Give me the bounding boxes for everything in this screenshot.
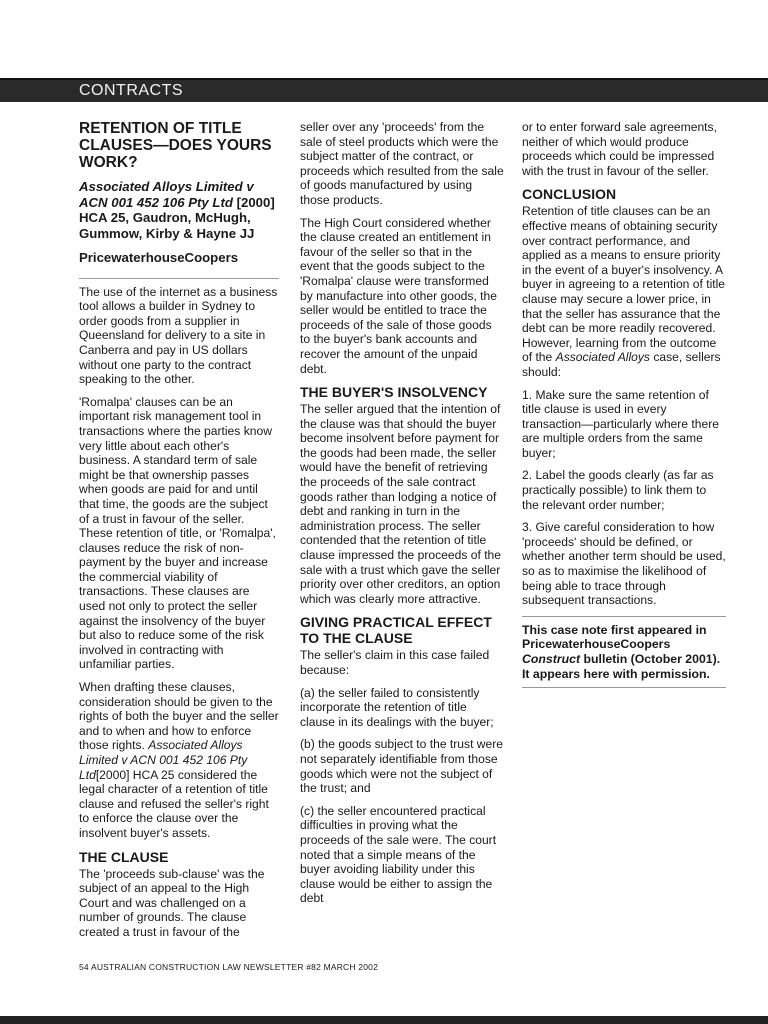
case-name-inline: Associated Alloys Limited v ACN 001 452 106 Pty Ltd [79, 738, 248, 782]
list-item: (b) the goods subject to the trust were not separately identifiable from those goods which were not the subject of the trust; and [300, 737, 504, 796]
column-1 [79, 120, 279, 948]
article-title: RETENTION OF TITLE CLAUSES—DOES YOURS WORK? [79, 120, 272, 171]
bottom-edge [0, 1016, 768, 1024]
case-reference: [2000] HCA 25, Gaudron, McHugh, Gummow, Kirby & Hayne JJ [79, 194, 275, 241]
paragraph: The 'proceeds sub-clause' was the subject of an appeal to the High Court and was challenged on a number of grounds. The clause created a trust in favour of the [79, 866, 265, 939]
paragraph: The High Court considered whether the clause created an entitlement in favour of the seller so that in the event that the goods subject to the 'Romalpa' clause were transformed by manufacture into other goods, the seller would be entitled to trace the proceeds of the sale of those goods to the buyer's bank accounts and recover the amount of the unpaid debt. [300, 215, 497, 376]
list-item: (a) the seller failed to consistently incorporate the retention of title clause in its dealings with the buyer; [300, 685, 494, 729]
paragraph: The seller's claim in this case failed because: [300, 648, 490, 677]
heading-conclusion: CONCLUSION [522, 186, 617, 203]
divider [79, 278, 279, 279]
bulletin-name: Construct [522, 652, 581, 666]
column-2 [300, 120, 504, 914]
page-footer: 54 AUSTRALIAN CONSTRUCTION LAW NEWSLETTER #82 MARCH 2002 [79, 962, 379, 972]
paragraph: When drafting these clauses, consideration should be given to the rights of both the buyer and the seller and to when and how to enforce those rights. Associated Alloys Limited v ACN 001 452 106 Pty Ltd[2000] HCA 25 considered the legal character of a retention of title clause and refused the seller's right to enforce the clause over the insolvent buyer's assets. [79, 680, 279, 840]
top-margin [0, 0, 768, 76]
section-title: CONTRACTS [79, 82, 184, 99]
list-item: (c) the seller encountered practical difficulties in proving what the proceeds of the sale were. The court noted that a simple means of the buyer avoiding liability under this clause would be either to assign the debt [300, 803, 497, 906]
paragraph: seller over any 'proceeds' from the sale of steel products which were the subject matter of the contract, or proceeds which resulted from the sale of goods manufactured by using those products. [300, 120, 504, 207]
heading-practical-effect: GIVING PRACTICAL EFFECT TO THE CLAUSE [300, 614, 492, 647]
paragraph: Retention of title clauses can be an effective means of obtaining security over contract performance, and applied as a means to ensure priority in the event of a buyer's insolvency. A buyer in agreeing to a retention of title clause may secure a lower price, in that the seller has assurance that the debt can be more readily recovered. However, learning from the outcome of the Associated Alloys case, sellers should: [522, 204, 726, 379]
author-firm: PricewaterhouseCoopers [79, 250, 239, 265]
divider [522, 687, 726, 688]
heading-the-clause: THE CLAUSE [79, 848, 169, 865]
paragraph: or to enter forward sale agreements, neither of which would produce proceeds which could be impressed with the trust in favour of the seller. [522, 120, 717, 178]
heading-buyers-insolvency: THE BUYER'S INSOLVENCY [300, 384, 488, 401]
paragraph: The use of the internet as a business tool allows a builder in Sydney to order goods from a supplier in Queensland for delivery to a site in Canberra and pay in US dollars without one party to the contract speaking to the other. [79, 284, 278, 387]
case-name: Associated Alloys Limited v ACN 001 452 106 Pty Ltd [79, 179, 254, 210]
list-item: 1. Make sure the same retention of title clause is used in every transaction—particularly where there are multiple orders from the same buyer; [522, 387, 719, 460]
paragraph: The seller argued that the intention of the clause was that should the buyer become insolvent before payment for the goods had been made, the seller would have the benefit of retrieving the proceeds of the sale contract goods rather than lodging a notice of debt and ranking in turn in the administration process. The seller contended that the retention of title clause impressed the proceeds of the sale with a trust which gave the seller priority over other creditors, an option which was clearly more attractive. [300, 402, 502, 606]
source-note: This case note first appeared in PricewaterhouseCoopers Construct bulletin (October 2001). It appears here with permission. [522, 622, 721, 681]
case-name-inline: Associated Alloys [555, 350, 650, 365]
section-header [0, 78, 768, 102]
column-3 [522, 120, 726, 694]
list-item: 3. Give careful consideration to how 'proceeds' should be defined, or whether another term should be used, so as to maximise the likelihood of being able to trace through subsequent transactions. [522, 520, 726, 608]
list-item: 2. Label the goods clearly (as far as practically possible) to link them to the relevant order number; [522, 468, 714, 512]
paragraph: 'Romalpa' clauses can be an important risk management tool in transactions where the parties know very little about each other's business. A standard term of sale might be that ownership passes when goods are paid for and until that time, the goods are the subject of a trust in favour of the seller. These retention of title, or 'Romalpa', clauses reduce the risk of non-payment by the buyer and increase the commercial viability of transactions. These clauses are used not only to protect the seller against the insolvency of the buyer but also to reduce some of the risk involved in contracting with unfamiliar parties. [79, 394, 276, 672]
divider [522, 616, 726, 617]
case-citation [79, 179, 279, 241]
